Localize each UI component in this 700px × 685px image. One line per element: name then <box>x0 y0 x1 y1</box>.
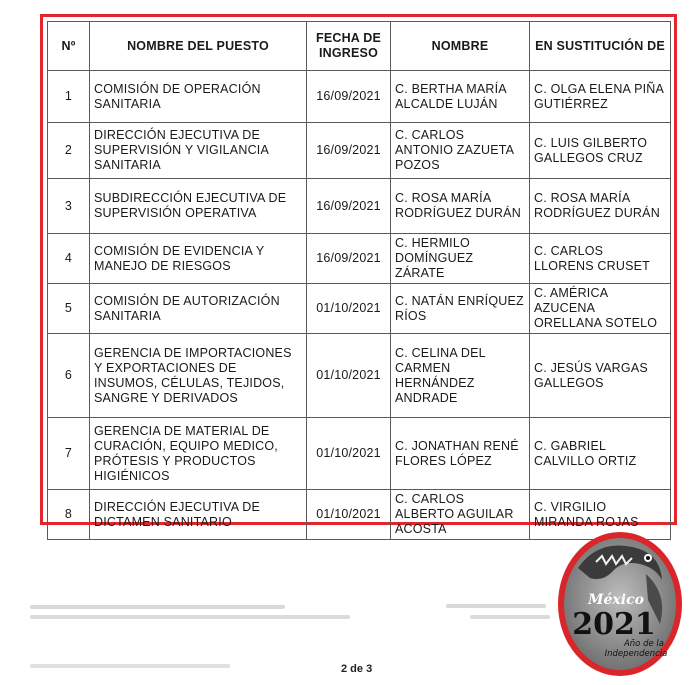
row-num: 3 <box>48 179 90 234</box>
row-replacement: C. LUIS GILBERTO GALLEGOS CRUZ <box>530 123 671 179</box>
row-date: 01/10/2021 <box>307 284 391 334</box>
row-num: 1 <box>48 71 90 123</box>
table-row <box>48 334 671 418</box>
table-row <box>48 179 671 234</box>
row-date: 01/10/2021 <box>307 418 391 490</box>
row-name: C. NATÁN ENRÍQUEZ RÍOS <box>391 284 530 334</box>
row-num: 7 <box>48 418 90 490</box>
row-name: C. CARLOS ANTONIO ZAZUETA POZOS <box>391 123 530 179</box>
row-date: 16/09/2021 <box>307 179 391 234</box>
seal-country-text: México <box>588 592 644 608</box>
row-date: 16/09/2021 <box>307 234 391 284</box>
row-num: 5 <box>48 284 90 334</box>
row-position: DIRECCIÓN EJECUTIVA DE SUPERVISIÓN Y VIGILANCIA SANITARIA <box>90 123 307 179</box>
row-num: 8 <box>48 490 90 540</box>
header-replacement: EN SUSTITUCIÓN DE <box>530 22 671 71</box>
row-date: 01/10/2021 <box>307 490 391 540</box>
row-position: GERENCIA DE MATERIAL DE CURACIÓN, EQUIPO MEDICO, PRÓTESIS Y PRODUCTOS HIGIÉNICOS <box>90 418 307 490</box>
row-num: 2 <box>48 123 90 179</box>
row-position: COMISIÓN DE OPERACIÓN SANITARIA <box>90 71 307 123</box>
row-name: C. ROSA MARÍA RODRÍGUEZ DURÁN <box>391 179 530 234</box>
row-replacement: C. AMÉRICA AZUCENA ORELLANA SOTELO <box>530 284 671 334</box>
row-num: 4 <box>48 234 90 284</box>
row-replacement: C. OLGA ELENA PIÑA GUTIÉRREZ <box>530 71 671 123</box>
row-date: 01/10/2021 <box>307 334 391 418</box>
header-num: Nº <box>48 22 90 71</box>
row-name: C. BERTHA MARÍA ALCALDE LUJÁN <box>391 71 530 123</box>
row-date: 16/09/2021 <box>307 123 391 179</box>
header-position: NOMBRE DEL PUESTO <box>90 22 307 71</box>
row-name: C. CELINA DEL CARMEN HERNÁNDEZ ANDRADE <box>391 334 530 418</box>
table-header-row <box>48 22 671 71</box>
row-position: COMISIÓN DE EVIDENCIA Y MANEJO DE RIESGOS <box>90 234 307 284</box>
row-date: 16/09/2021 <box>307 71 391 123</box>
row-position: DIRECCIÓN EJECUTIVA DE DICTAMEN SANITARIO <box>90 490 307 540</box>
seal-line1-text: Año de la <box>623 639 665 649</box>
seal-year-text: 2021 <box>572 607 656 642</box>
header-date: FECHA DE INGRESO <box>307 22 391 71</box>
independence-2021-seal <box>556 528 684 678</box>
table-row <box>48 71 671 123</box>
row-position: SUBDIRECCIÓN EJECUTIVA DE SUPERVISIÓN OPERATIVA <box>90 179 307 234</box>
table-row <box>48 418 671 490</box>
header-name: NOMBRE <box>391 22 530 71</box>
row-replacement: C. JESÚS VARGAS GALLEGOS <box>530 334 671 418</box>
row-name: C. HERMILO DOMÍNGUEZ ZÁRATE <box>391 234 530 284</box>
table-row <box>48 123 671 179</box>
row-replacement: C. GABRIEL CALVILLO ORTIZ <box>530 418 671 490</box>
row-num: 6 <box>48 334 90 418</box>
row-replacement: C. VIRGILIO MIRANDA ROJAS <box>530 490 671 540</box>
page-number: 2 de 3 <box>341 663 373 675</box>
row-name: C. CARLOS ALBERTO AGUILAR ACOSTA <box>391 490 530 540</box>
highlight-frame <box>40 14 677 536</box>
row-name: C. JONATHAN RENÉ FLORES LÓPEZ <box>391 418 530 490</box>
appointments-table <box>47 21 671 540</box>
row-replacement: C. CARLOS LLORENS CRUSET <box>530 234 671 284</box>
row-position: COMISIÓN DE AUTORIZACIÓN SANITARIA <box>90 284 307 334</box>
seal-line2-text: Independencia <box>604 649 668 659</box>
table-row <box>48 234 671 284</box>
table-row <box>48 284 671 334</box>
row-replacement: C. ROSA MARÍA RODRÍGUEZ DURÁN <box>530 179 671 234</box>
row-position: GERENCIA DE IMPORTACIONES Y EXPORTACIONES DE INSUMOS, CÉLULAS, TEJIDOS, SANGRE Y DERIVADOS <box>90 334 307 418</box>
